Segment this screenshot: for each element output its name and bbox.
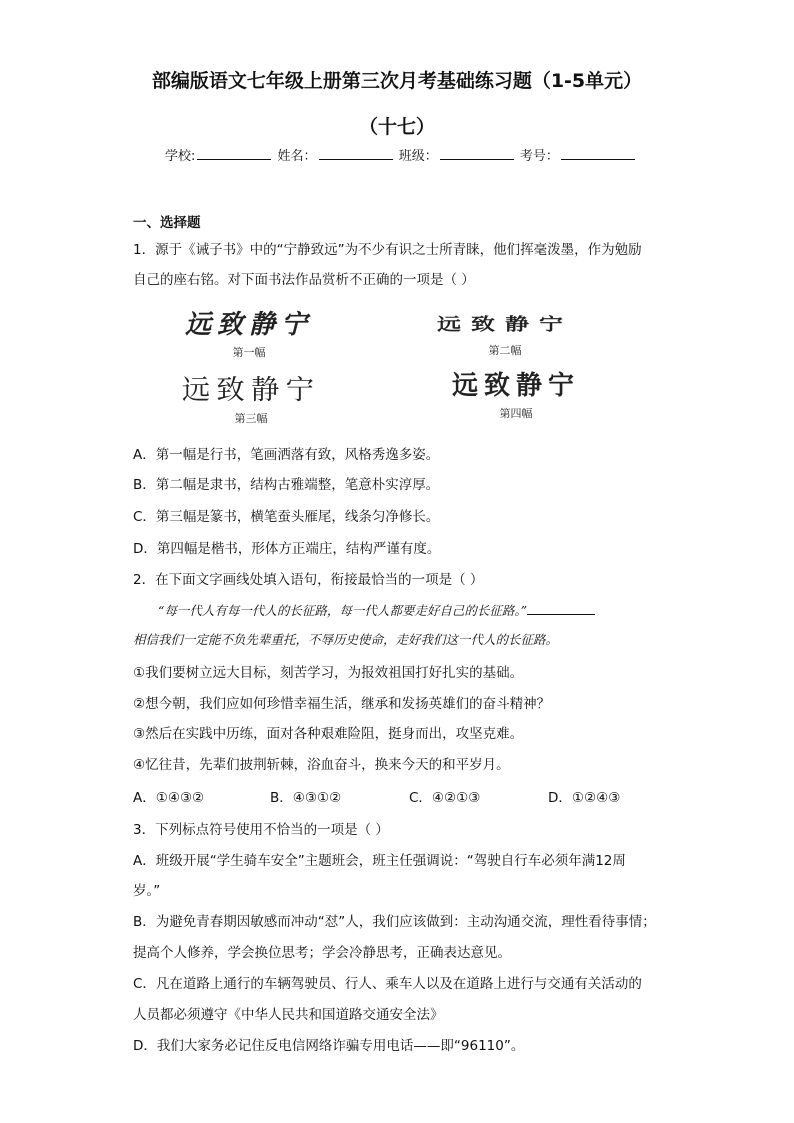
q1-option-a: A．第一幅是行书，笔画洒落有致，风格秀逸多姿。 [133,447,440,463]
class-blank [440,147,514,160]
q2-stem: 2．在下面文字画线处填入语句，衔接最恰当的一项是（ ） [133,572,484,588]
q2-choice-b: B．④③①② [270,790,342,806]
calligraphy-work-1 [185,312,313,360]
q2-quote-text1: “每一代人有每一代人的长征路，每一代人都要走好自己的长征路。” [158,603,528,618]
number-label: 考号： [519,149,559,164]
calligraphy-caption-4: 第四幅 [499,407,533,420]
q2-quote-line2: 相信我们一定能不负先辈重托，不辱历史使命，走好我们这一代人的长征路。 [133,632,559,647]
q1-stem-line1: 1．源于《诫子书》中的“宁静致远”为不少有识之士所青睐，他们挥毫泼墨，作为勉励 [133,242,642,258]
q3-option-c-line2: 人员都必须遵守《中华人民共和国道路交通安全法》 [133,1007,444,1023]
calligraphy-chars-3: 远致静宁 [181,375,321,406]
q2-choice-c: C．④②①③ [409,790,481,806]
q3-option-d: D．我们大家务必记住反电信网络诈骗专用电话——即“96110”。 [133,1038,525,1054]
q3-stem: 3．下列标点符号使用不恰当的一项是（ ） [133,822,389,838]
calligraphy-caption-2: 第二幅 [488,344,522,357]
q2-quote-line1 [158,601,595,619]
q2-item-4: ④忆往昔，先辈们披荆斩棘，浴血奋斗，换来今天的和平岁月。 [133,757,510,773]
q2-item-1: ①我们要树立远大目标，刻苦学习，为报效祖国打好扎实的基础。 [133,665,524,681]
student-info-line [165,145,637,164]
q2-choice-d: D．①②④③ [548,790,621,806]
q2-item-3: ③然后在实践中历练，面对各种艰难险阻，挺身而出，攻坚克难。 [133,726,524,742]
q3-option-c-line1: C．凡在道路上通行的车辆驾驶员、行人、乘车人以及在道路上进行与交通有关活动的 [133,976,642,992]
calligraphy-work-2 [437,312,573,358]
q1-option-b: B．第二幅是隶书，结构古雅端整，笔意朴实淳厚。 [133,477,440,493]
school-blank [197,147,271,160]
calligraphy-caption-3: 第三幅 [234,412,268,425]
calligraphy-work-4 [452,373,580,421]
calligraphy-work-3 [181,375,321,426]
document-title: 部编版语文七年级上册第三次月考基础练习题（1-5单元） [151,70,643,92]
calligraphy-chars-4: 远致静宁 [452,371,581,401]
q2-item-2: ②想今朝，我们应如何珍惜幸福生活，继承和发扬英雄们的奋斗精神？ [133,696,551,712]
q1-stem-line2: 自己的座右铭。对下面书法作品赏析不正确的一项是（ ） [133,272,475,288]
calligraphy-caption-1: 第一幅 [232,346,266,359]
q3-option-b-line1: B．为避免青春期因敏感而冲动“怼”人，我们应该做到：主动沟通交流，理性看待事情； [133,914,656,930]
school-label: 学校: [165,149,196,164]
q2-choice-a: A．①④③② [133,790,205,806]
number-blank [561,147,635,160]
class-label: 班级： [398,149,438,164]
q3-option-a-line2: 岁。” [133,883,161,899]
name-blank [319,147,393,160]
calligraphy-chars-2: 远致静宁 [437,313,573,335]
calligraphy-chars-1: 远致静宁 [185,310,314,340]
q3-option-b-line2: 提高个人修养，学会换位思考；学会冷静思考，正确表达意见。 [133,945,511,961]
q2-choices [133,786,652,806]
q3-option-a-line1: A．班级开展“学生骑车安全”主题班会，班主任强调说：“驾驶自行车必须年满12周 [133,853,626,869]
document-subtitle: （十七） [358,116,435,138]
q1-option-c: C．第三幅是篆书，横笔蚕头雁尾，线条匀净修长。 [133,509,440,525]
q1-option-d: D．第四幅是楷书，形体方正端庄，结构严谨有度。 [133,541,441,557]
fill-in-blank [527,602,595,615]
name-label: 姓名： [277,149,317,164]
section-heading: 一、选择题 [133,215,201,231]
